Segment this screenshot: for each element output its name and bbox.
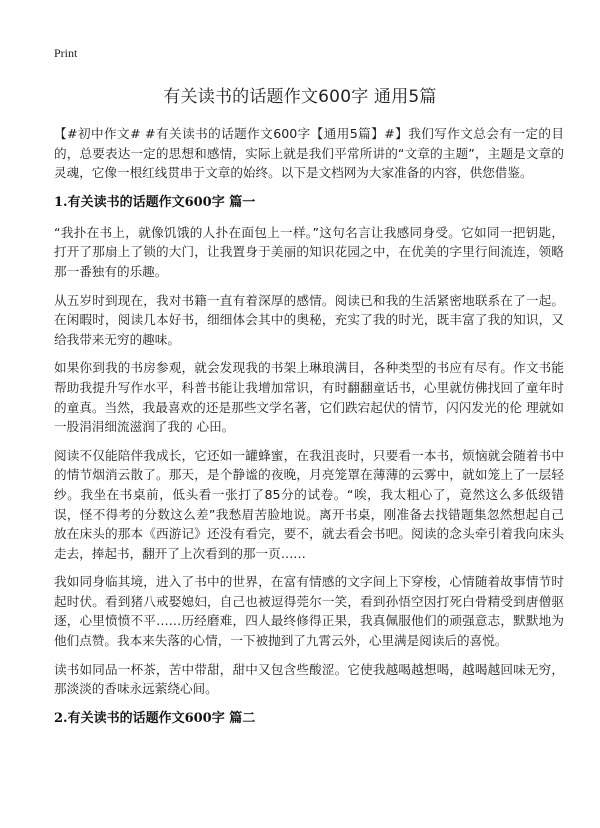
paragraph: “我扑在书上，就像饥饿的人扑在面包上一样。”这句名言让我感同身受。它如同一把钥匙，打开了那扇上了锁的大门，让我置身于美丽的知识花园之中，在优美的字里行间流连，领略那一番独有的乐趣。 (54, 224, 564, 279)
print-label: Print (54, 46, 78, 60)
intro-paragraph: 【#初中作文# #有关读书的话题作文600字【通用5篇】#】我们写作文总会有一定的目的，总要表达一定的思想和感情，实际上就是我们平常所讲的“文章的主题”，主题是文章的灵魂，它像一根红线贯串于文章的始终。以下是文档网为大家准备的内容，供您借鉴。 (54, 126, 564, 181)
paragraph: 阅读不仅能陪伴我成长，它还如一罐蜂蜜，在我沮丧时，只要看一本书，烦恼就会随着书中的情节烟消云散了。那天，是个静谧的夜晚，月亮笼罩在薄薄的云雾中，就如笼上了一层轻纱。我坐在书桌前，低头看一张打了85分的试卷。“唉，我太粗心了，竟然这么多低级错误，怪不得考的分数这么差”我愁眉苦脸地说。离开书桌，刚准备去找错题集忽然想起自己放在床头的那本《西游记》还没有看完，要不，就去看会书吧。阅读的念头牵引着我向床头走去，捧起书，翻开了上次看到的那一页…… (54, 447, 564, 561)
paragraph: 如果你到我的书房参观，就会发现我的书架上琳琅满目，各种类型的书应有尽有。作文书能帮助我提升写作水平，科普书能让我增加常识，有时翻翻童话书，心里就仿佛找回了童年时的童真。当然，我最喜欢的还是那些文学名著，它们跌宕起伏的情节，闪闪发光的伦 理就如一股涓涓细流滋润了我的 心田。 (54, 360, 564, 435)
page-title: 有关读书的话题作文600字 通用5篇 (163, 87, 437, 107)
section-heading-1: 1.有关读书的话题作文600字 篇一 (54, 194, 256, 210)
article-body (54, 124, 564, 739)
section-heading-2: 2.有关读书的话题作文600字 篇二 (54, 710, 256, 726)
paragraph: 我如同身临其境，进入了书中的世界，在富有情感的文字间上下穿梭，心情随着故事情节时起时伏。看到猪八戒娶媳妇，自己也被逗得莞尔一笑，看到孙悟空因打死白骨精受到唐僧驱逐，心里愤愤不平……历经磨难，四人最终修得正果，我真佩服他们的顽强意志，默默地为他们点赞。我本来失落的心情，一下被抛到了九霄云外，心里满是阅读后的喜悦。 (54, 574, 564, 649)
paragraph: 读书如同品一杯茶，苦中带甜，甜中又包含些酸涩。它使我越喝越想喝，越喝越回味无穷，那淡淡的香味永远萦绕心间。 (54, 661, 564, 697)
paragraph: 从五岁时到现在，我对书籍一直有着深厚的感情。阅读已和我的生活紧密地联系在了一起。在闲暇时，阅读几本好书，细细体会其中的奥秘，充实了我的时光，既丰富了我的知识，又给我带来无穷的趣味。 (54, 292, 564, 347)
